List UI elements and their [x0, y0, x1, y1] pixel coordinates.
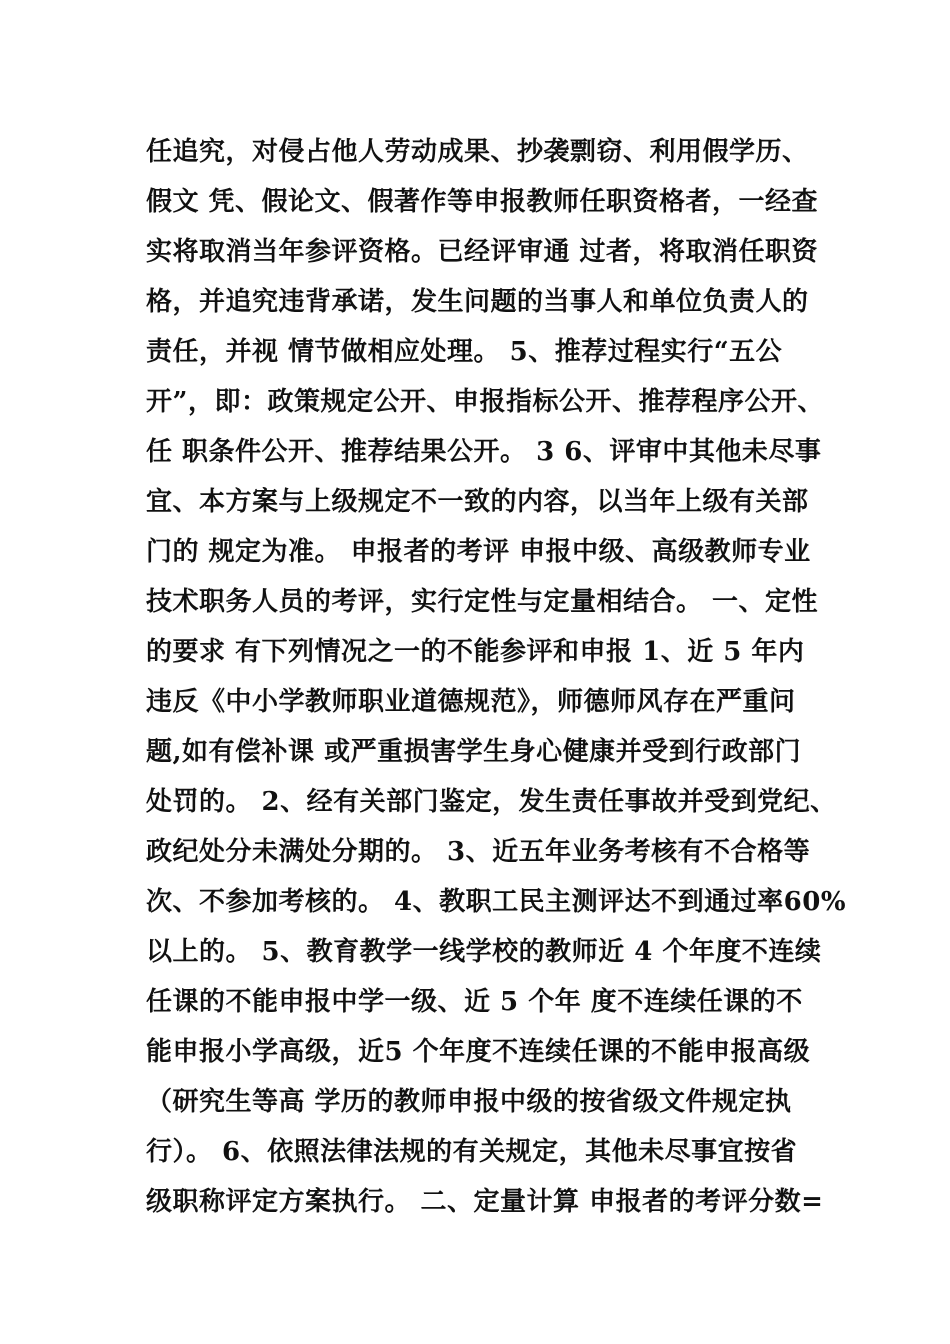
text-line: 次、不参加考核的。 4、教职工民主测评达不到通过率60%: [146, 887, 847, 917]
text-line: 责任，并视 情节做相应处理。 5、推荐过程实行“五公: [146, 337, 783, 367]
text-line: 行）。 6、依照法律法规的有关规定，其他未尽事宜按省: [146, 1137, 798, 1167]
text-line: 实将取消当年参评资格。已经评审通 过者，将取消任职资: [146, 237, 819, 267]
text-line: 处罚的。 2、经有关部门鉴定，发生责任事故并受到党纪、: [146, 787, 837, 817]
text-line: 能申报小学高级，近5 个年度不连续任课的不能申报高级: [146, 1037, 811, 1067]
text-line: 任 职条件公开、推荐结果公开。 3 6、评审中其他未尽事: [146, 437, 822, 467]
text-line: 级职称评定方案执行。 二、定量计算 申报者的考评分数=: [146, 1187, 824, 1217]
text-line: 题,如有偿补课 或严重损害学生身心健康并受到行政部门: [146, 737, 802, 767]
text-line: 开”，即：政策规定公开、申报指标公开、推荐程序公开、: [146, 387, 824, 417]
text-line: 宜、本方案与上级规定不一致的内容，以当年上级有关部: [146, 487, 809, 517]
text-line: 格，并追究违背承诺，发生问题的当事人和单位负责人的: [146, 287, 809, 317]
body-text: [146, 127, 847, 1227]
text-line: 任追究，对侵占他人劳动成果、抄袭剽窃、利用假学历、: [146, 137, 809, 167]
text-line: 政纪处分未满处分期的。 3、近五年业务考核有不合格等: [146, 837, 811, 867]
text-line: 假文 凭、假论文、假著作等申报教师任职资格者，一经查: [146, 187, 819, 217]
text-line: 的要求 有下列情况之一的不能参评和申报 1、近 5 年内: [146, 637, 805, 667]
text-line: 门的 规定为准。 申报者的考评 申报中级、高级教师专业: [146, 537, 811, 567]
text-line: 技术职务人员的考评，实行定性与定量相结合。 一、定性: [146, 587, 819, 617]
text-line: （研究生等高 学历的教师申报中级的按省级文件规定执: [146, 1087, 792, 1117]
text-line: 以上的。 5、教育教学一线学校的教师近 4 个年度不连续: [146, 937, 822, 967]
text-line: 任课的不能申报中学一级、近 5 个年 度不连续任课的不: [146, 987, 803, 1017]
text-line: 违反《中小学教师职业道德规范》，师德师风存在严重问: [146, 687, 796, 717]
